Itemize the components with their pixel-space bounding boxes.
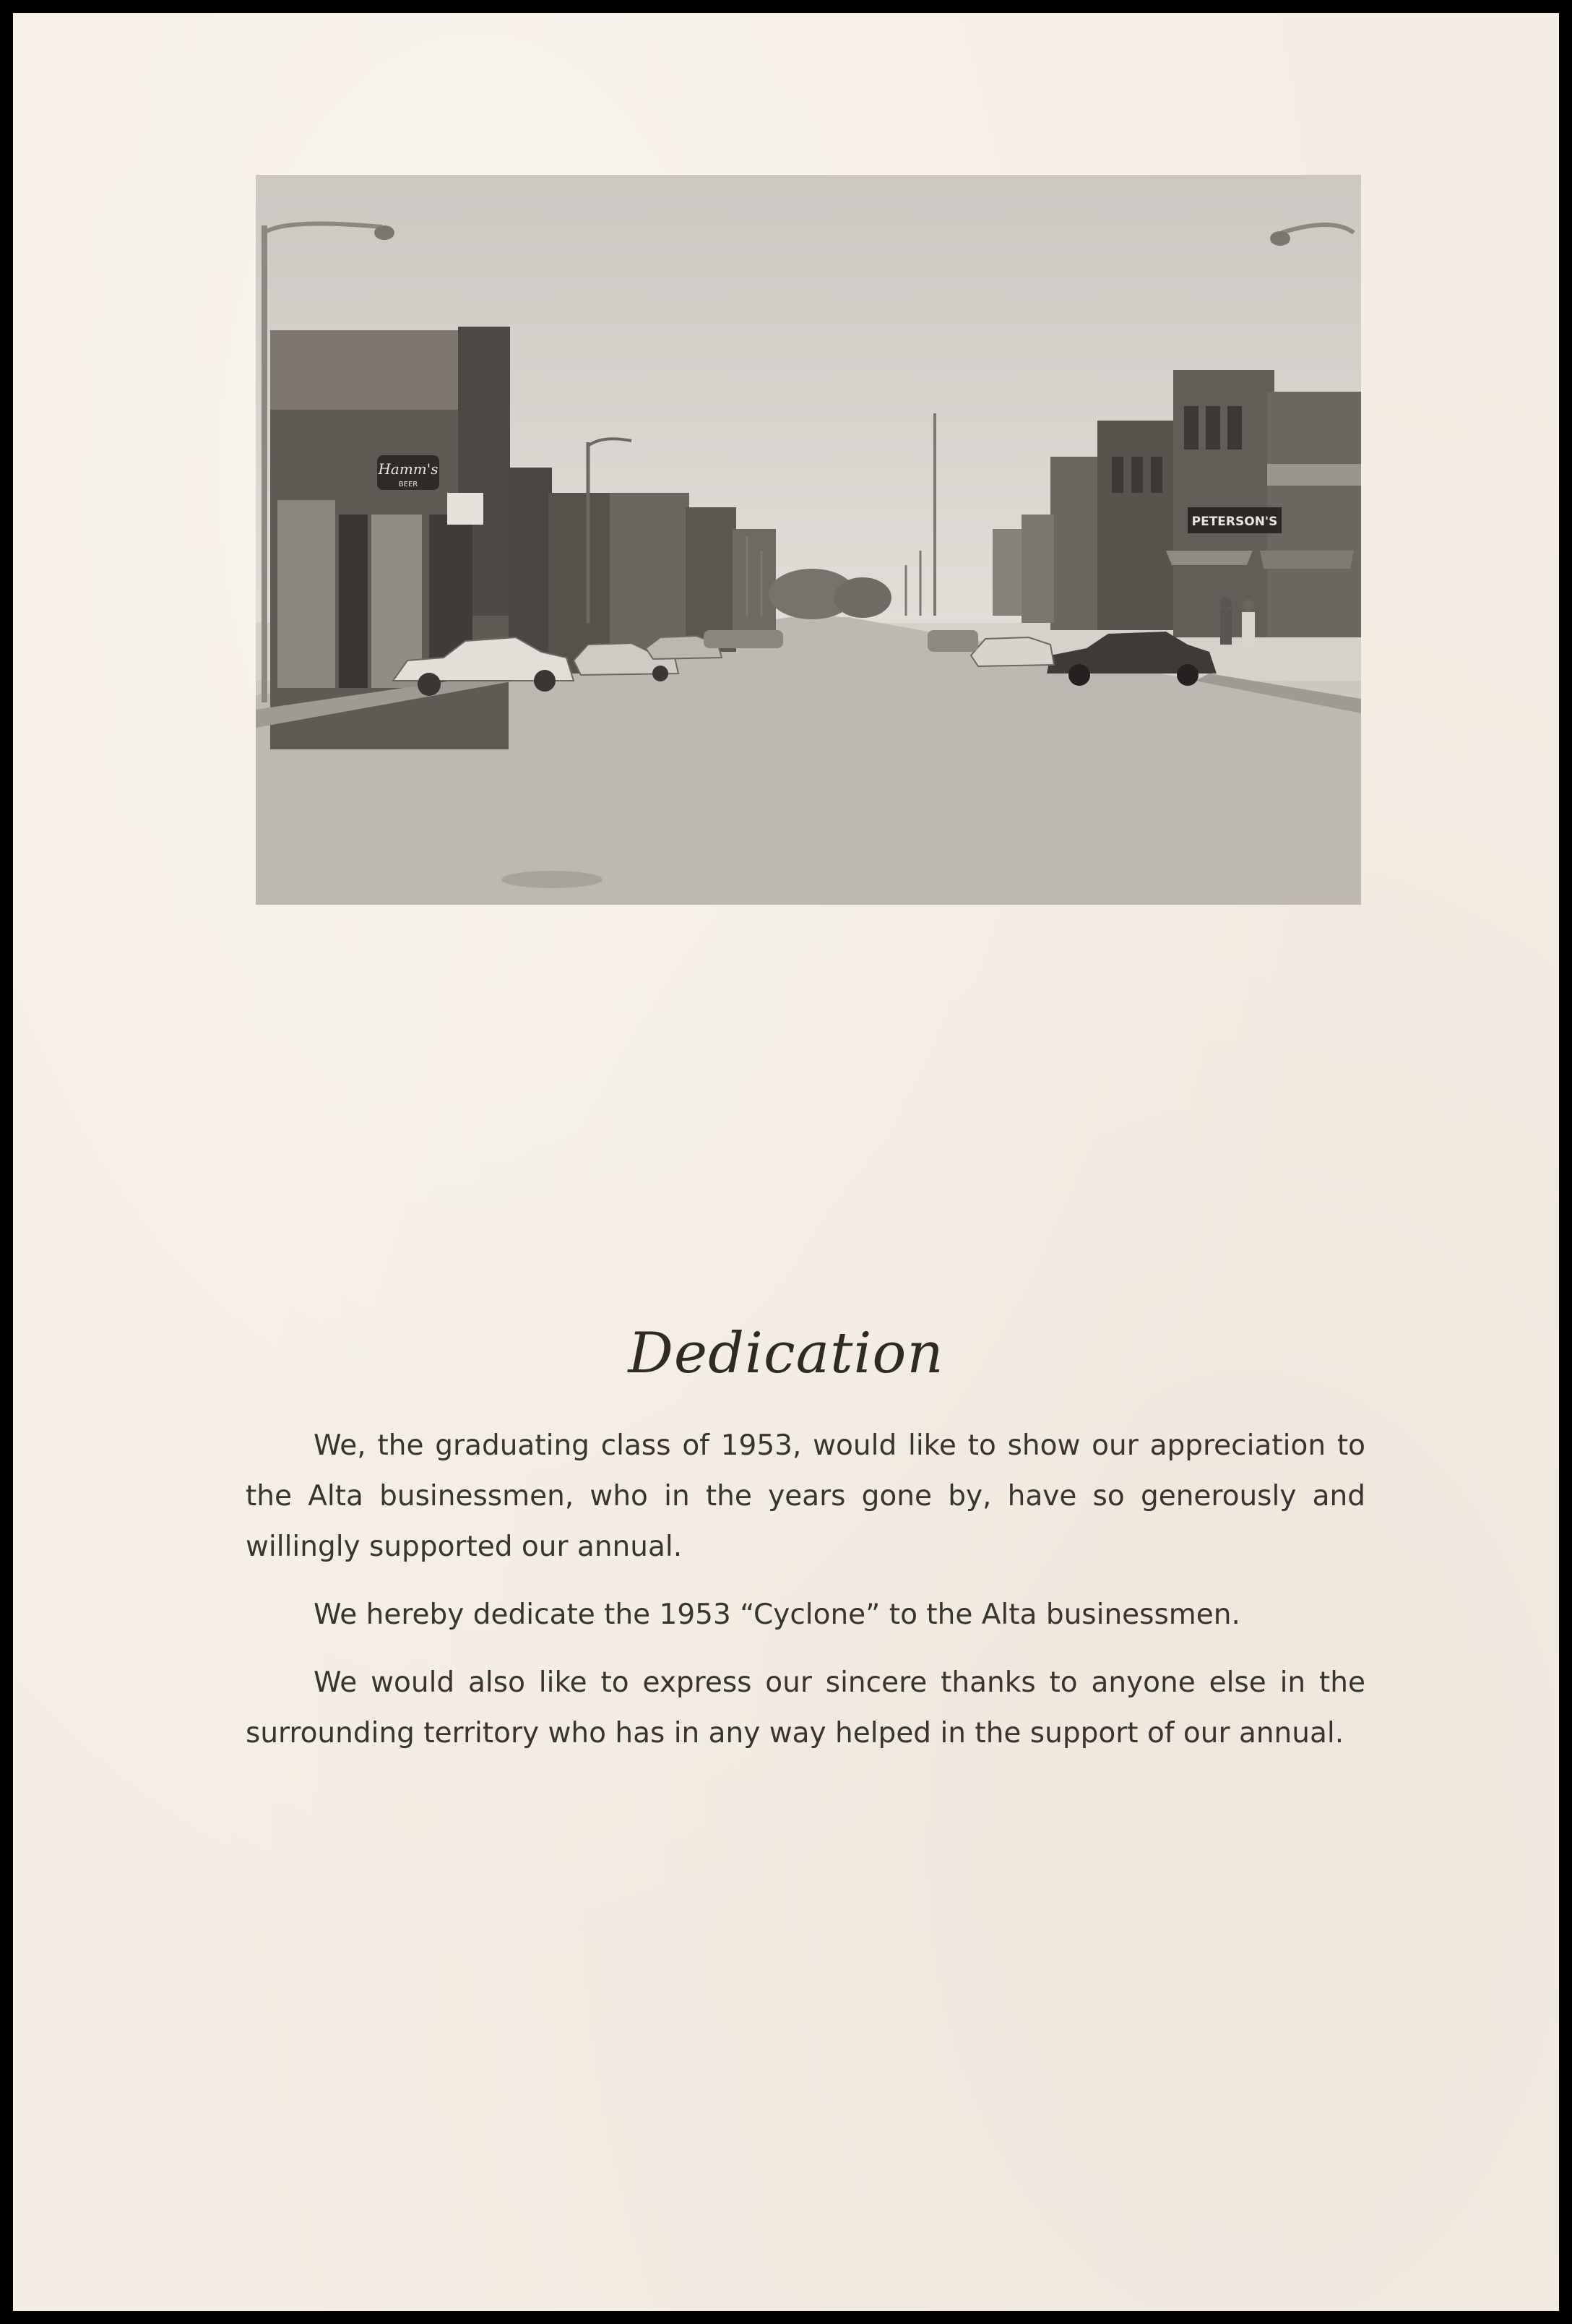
- photo-sign-petersons: PETERSON'S: [1191, 515, 1278, 529]
- dedication-body: [246, 1421, 1365, 1776]
- dedication-paragraph: We would also like to express our sincere thanks to anyone else in the surrounding territory who has in any way helped in the support of our annual.: [246, 1666, 1365, 1750]
- yearbook-page: [13, 13, 1559, 2311]
- photo-sign-hamms: Hamm's: [378, 460, 439, 478]
- main-street-photo: [256, 175, 1361, 905]
- photo-sign-hamms-sub: BEER: [398, 481, 418, 489]
- dedication-paragraph: We hereby dedicate the 1953 “Cyclone” to the Alta businessmen.: [314, 1598, 1240, 1631]
- dedication-paragraph: We, the graduating class of 1953, would like to show our appreciation to the Alta businessmen, who in the years gone by, have so generously and willingly supported our annual.: [246, 1429, 1365, 1563]
- dedication-title: Dedication: [628, 1321, 944, 1386]
